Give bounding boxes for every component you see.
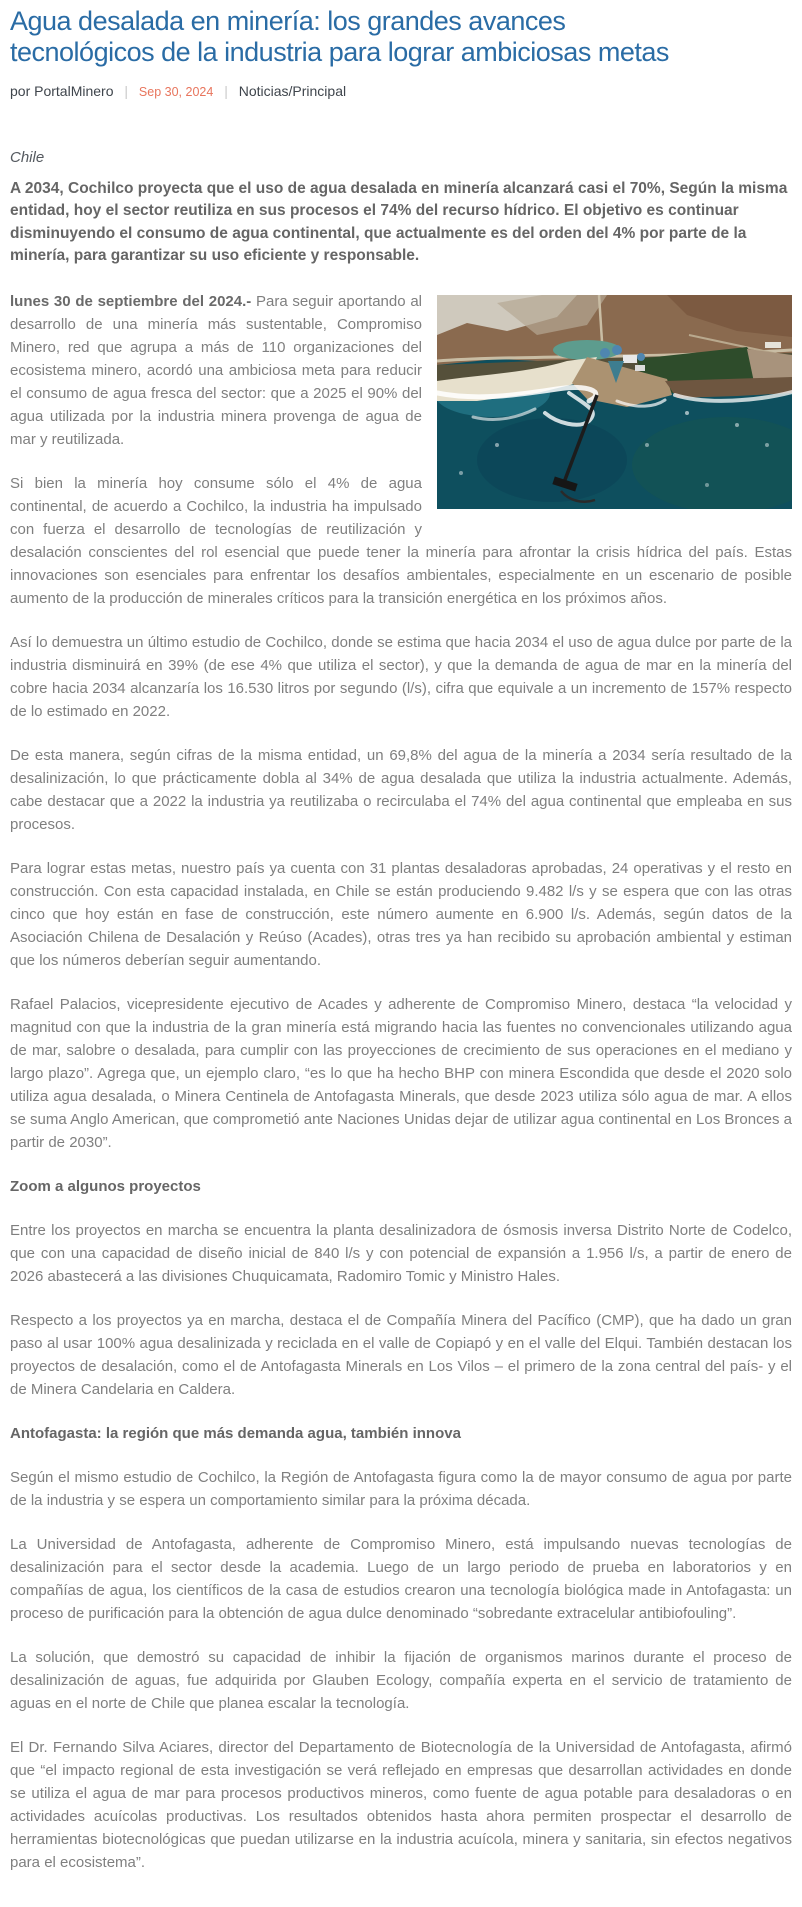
publish-date: Sep 30, 2024 xyxy=(138,84,214,99)
article-paragraph: Así lo demuestra un último estudio de Cochilco, donde se estima que hacia 2034 el uso de agua dulce por parte de la industria disminuirá en 39% (de ese 4% que utiliza el sector), y que la demanda de agua de mar en la minería del cobre hacia 2034 alcanzaría los 16.530 litros por segundo (l/s), cifra que equivale a un incremento de 157% respecto de lo estimado en 2022. xyxy=(10,633,792,720)
byline xyxy=(10,83,792,99)
article-paragraph: El Dr. Fernando Silva Aciares, director del Departamento de Biotecnología de la Universidad de Antofagasta, afirmó que “el impacto regional de esta investigación se verá reflejado en empresas que desarrollan actividades en donde se utiliza el agua de mar para procesos productivos mineros, como fuente de agua potable para desaladoras o en actividades acuícolas productivas. Los resultados obtenidos hasta ahora permiten prospectar el desarrollo de herramientas biotecnológicas que puedan utilizarse en la industria acuícola, minera y sanitaria, sin efectos negativos para el ecosistema”. xyxy=(10,1738,792,1871)
country-tag: Chile xyxy=(10,148,45,166)
date-lead: lunes 30 de septiembre del 2024.- xyxy=(10,292,252,310)
article-paragraph: De esta manera, según cifras de la misma entidad, un 69,8% del agua de la minería a 2034 sería resultado de la desalinización, lo que prácticamente dobla al 34% de agua desalada que utiliza la industria actualmente. Además, cabe destacar que a 2022 la industria ya reutilizaba o recirculaba el 74% del agua continental que empleaba en sus procesos. xyxy=(10,746,792,833)
article-paragraph: La Universidad de Antofagasta, adherente de Compromiso Minero, está impulsando nuevas tecnologías de desalinización para el sector desde la academia. Luego de un largo periodo de prueba en laboratorios y en compañías de agua, los científicos de la casa de estudios crearon una tecnología biológica made in Antofagasta: un proceso de purificación para la obtención de agua dulce denominado “sobredante extracelular antibiofouling”. xyxy=(10,1535,792,1622)
article-paragraph: Entre los proyectos en marcha se encuentra la planta desalinizadora de ósmosis inversa Distrito Norte de Codelco, que con una capacidad de diseño inicial de 840 l/s y con potencial de expansión a 1.956 l/s, a partir de enero de 2026 abastecerá a las divisiones Chuquicamata, Radomiro Tomic y Ministro Hales. xyxy=(10,1221,792,1285)
article-body xyxy=(10,149,792,1874)
section-heading-antofagasta: Antofagasta: la región que más demanda agua, también innova xyxy=(10,1424,461,1442)
intro-paragraph: A 2034, Cochilco proyecta que el uso de agua desalada en minería alcanzará casi el 70%, Según la misma entidad, hoy el sector reutiliza en sus procesos el 74% del recurso hídrico. El objetivo es continuar disminuyendo el consumo de agua continental, que actualmente es del orden del 4% por parte de la minería, para garantizar su uso eficiente y responsable. xyxy=(10,179,788,265)
page-title: Agua desalada en minería: los grandes avances tecnológicos de la industria para lograr ambiciosas metas xyxy=(10,6,669,68)
article-paragraph: Rafael Palacios, vicepresidente ejecutivo de Acades y adherente de Compromiso Minero, destaca “la velocidad y magnitud con que la industria de la gran minería está migrando hacia las fuentes no convencionales utilizando agua de mar, salobre o desalada, para cumplir con las proyecciones de crecimiento de sus operaciones en el mediano y largo plazo”. Agrega que, un ejemplo claro, “es lo que ha hecho BHP con minera Escondida que desde el 2020 solo utiliza agua desalada, o Minera Centinela de Antofagasta Minerals, que desde 2023 utiliza sólo agua de mar. A ellos se suma Anglo American, que comprometió ante Naciones Unidas dejar de utilizar agua continental en Los Bronces a partir de 2030”. xyxy=(10,995,792,1151)
byline-separator: | xyxy=(224,82,228,99)
article-paragraph: Si bien la minería hoy consume sólo el 4% de agua continental, de acuerdo a Cochilco, la industria ha impulsado con fuerza el desarrollo de tecnologías de reutilización y desalación conscientes del rol esencial que puede tener la minería para afrontar la crisis hídrica del país. Estas innovaciones son esenciales para enfrentar los desafíos ambientales, especialmente en un escenario de posible aumento de la producción de minerales críticos para la transición energética en los próximos años. xyxy=(10,474,792,607)
section-heading-projects: Zoom a algunos proyectos xyxy=(10,1177,201,1195)
byline-separator: | xyxy=(124,82,129,99)
article-image xyxy=(437,295,792,509)
category-link[interactable]: Noticias/Principal xyxy=(238,82,347,99)
article-paragraph: Para lograr estas metas, nuestro país ya cuenta con 31 plantas desaladoras aprobadas, 24 operativas y el resto en construcción. Con esta capacidad instalada, en Chile se están produciendo 9.482 l/s y se espera que con las otras cinco que hoy están en fase de construcción, este número aumente en 6.900 l/s. Además, según datos de la Asociación Chilena de Desalación y Reúso (Acades), otras tres ya han recibido su aprobación ambiental y estiman que los números deberían seguir aumentando. xyxy=(10,859,792,969)
author-link[interactable]: PortalMinero xyxy=(34,82,114,99)
article-paragraph: Respecto a los proyectos ya en marcha, destaca el de Compañía Minera del Pacífico (CMP), que ha dado un gran paso al usar 100% agua desalinizada y reciclada en el valle de Copiapó y en el valle del Elqui. También destacan los proyectos de desalación, como el de Antofagasta Minerals en Los Vilos – el primero de la zona central del país- y el de Minera Candelaria en Caldera. xyxy=(10,1311,792,1398)
byline-prefix: por xyxy=(10,82,31,99)
article-paragraph: La solución, que demostró su capacidad de inhibir la fijación de organismos marinos durante el proceso de desalinización de aguas, fue adquirida por Glauben Ecology, compañía experta en el servicio de tratamiento de aguas en el norte de Chile que planea escalar la tecnología. xyxy=(10,1648,792,1712)
paragraph-text: Para seguir aportando al desarrollo de una minería más sustentable, Compromiso Minero, red que agrupa a más de 110 organizaciones del ecosistema minero, acordó una ambiciosa meta para reducir el consumo de agua fresca del sector: que a 2025 el 90% del agua utilizada por la industria minera provenga de agua de mar y reutilizada. xyxy=(10,292,422,448)
desalination-plant-aerial-photo xyxy=(437,295,792,509)
article-paragraph: Según el mismo estudio de Cochilco, la Región de Antofagasta figura como la de mayor consumo de agua por parte de la industria y se espera un comportamiento similar para la próxima década. xyxy=(10,1468,792,1509)
